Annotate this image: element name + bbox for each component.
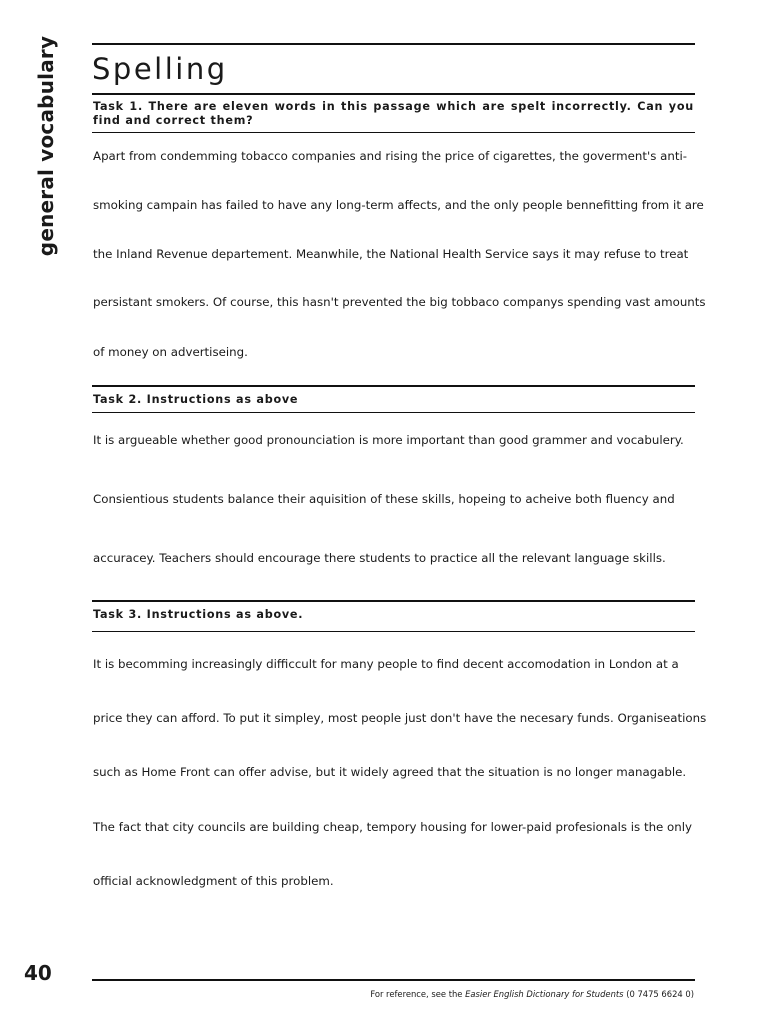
task-1-line: smoking campain has failed to have any long-term affects, and the only people bennefitting from it are [93, 198, 704, 212]
reference-book-title: Easier English Dictionary for Students [465, 989, 624, 999]
task-2-line: It is argueable whether good pronounciation is more important than good grammer and vocabulery. [93, 433, 684, 447]
task-1-heading: Task 1. There are eleven words in this passage which are spelt incorrectly. Can you find and correct them? [93, 100, 694, 127]
task-2-heading: Task 2. Instructions as above [93, 393, 299, 406]
title-rule [92, 93, 695, 95]
task-2-line: Consientious students balance their aquisition of these skills, hopeing to acheive both fluency and [93, 492, 675, 506]
task-1-line: the Inland Revenue departement. Meanwhile, the National Health Service says it may refuse to treat [93, 247, 689, 261]
page-number: 40 [24, 961, 52, 985]
task-3-line: The fact that city councils are building cheap, tempory housing for lower-paid profesionals is the only [93, 820, 693, 834]
task-3-heading-rule [92, 631, 695, 632]
section-side-label: general vocabulary [34, 35, 58, 257]
task-3-line: price they can afford. To put it simpley, most people just don't have the necesary funds. Organiseations [93, 711, 707, 725]
task-1-line: persistant smokers. Of course, this hasn't prevented the big tobbaco companys spending vast amounts [93, 295, 706, 309]
task-3-top-rule [92, 600, 695, 602]
reference-isbn: (0 7475 6624 0) [623, 989, 694, 999]
reference-note [370, 989, 694, 999]
task-1-line: Apart from condemming tobacco companies and rising the price of cigarettes, the goverment's anti- [93, 149, 688, 163]
task-3-heading: Task 3. Instructions as above. [93, 608, 304, 621]
footer-rule [92, 979, 695, 981]
reference-prefix: For reference, see the [370, 989, 466, 999]
task-3-line: official acknowledgment of this problem. [93, 874, 334, 888]
top-rule [92, 43, 695, 45]
task-1-line: of money on advertiseing. [93, 345, 248, 359]
task-2-line: accuracey. Teachers should encourage there students to practice all the relevant language skills. [93, 551, 666, 565]
task-1-heading-rule [92, 132, 695, 133]
task-3-line: such as Home Front can offer advise, but it widely agreed that the situation is no longer managable. [93, 765, 687, 779]
page-title: Spelling [92, 52, 228, 86]
task-2-top-rule [92, 385, 695, 387]
task-2-heading-rule [92, 412, 695, 413]
task-3-line: It is becomming increasingly difficcult for many people to find decent accomodation in London at a [93, 657, 679, 671]
